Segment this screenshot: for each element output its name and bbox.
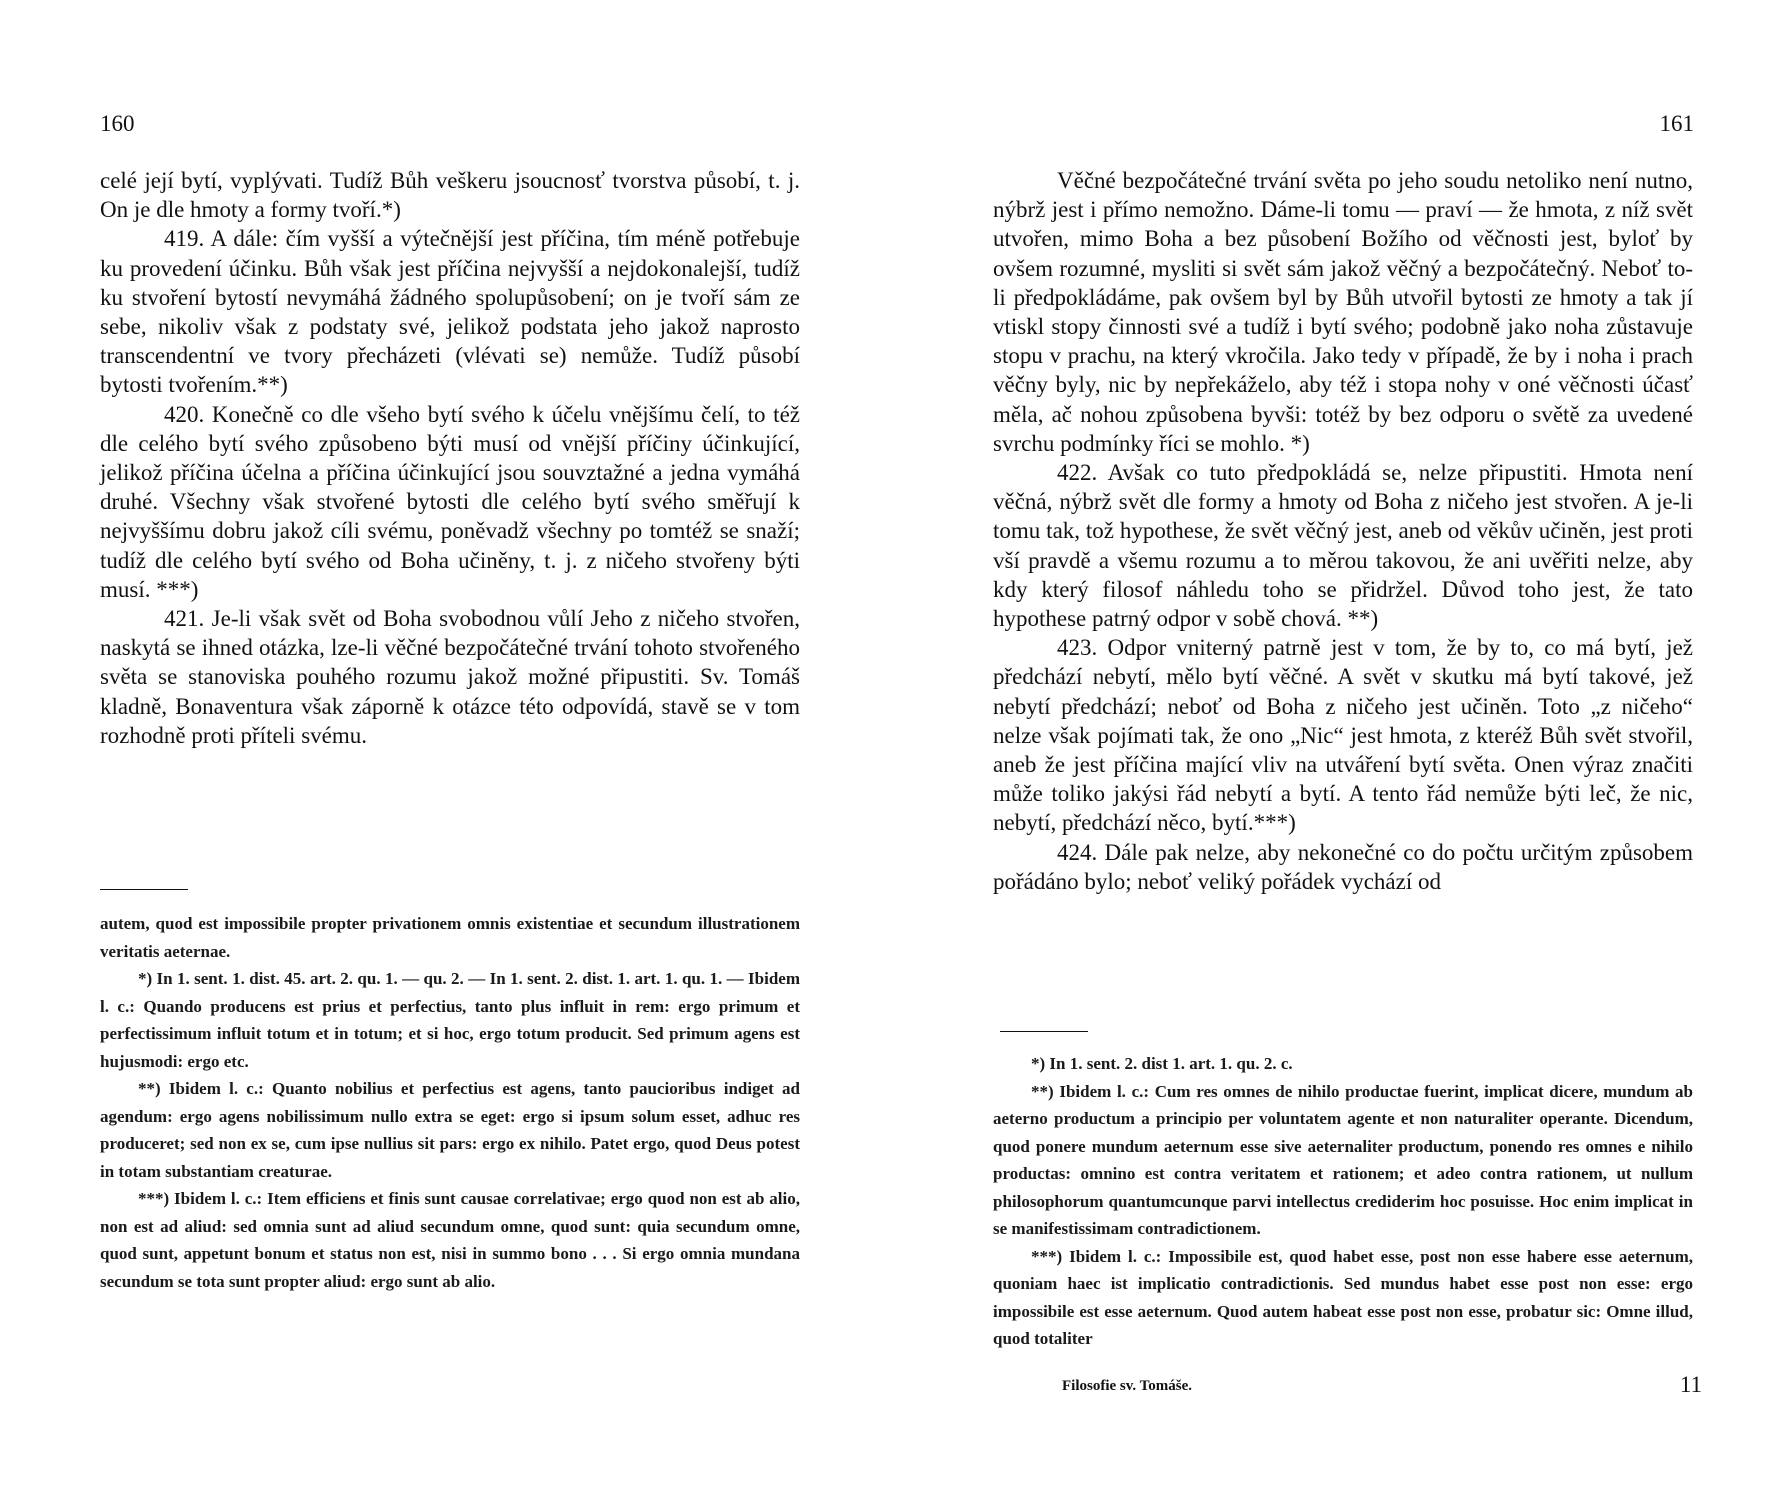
footnote: ***) Ibidem l. c.: Impossibile est, quod habet esse, post non esse habere esse aeternum, quoniam haec ist implicatio contradictionis. Sed mundus habet esse post non esse: ergo impossibile est esse aeternum. Quod autem habeat esse post non esse, probatur sic: Omne illud, quod totaliter — [993, 1246, 1693, 1348]
paragraph: Věčné bezpočátečné trvání světa po jeho soudu netoliko není nutno, nýbrž jest i přímo nemožno. Dáme-li tomu — praví — že hmota, z níž svět utvořen, mimo Boha a bez působení Božího od věčnosti jest, byloť by ovšem rozumné, mysliti si svět sám jakož věčný a bezpočátečný. Neboť to-li předpokládáme, pak ovšem byl by Bůh utvořil bytosti ze hmoty a tak jí vtiskl stopy činnosti své a tudíž i bytí svého; podobně jako noha zůstavuje stopu v prachu, na který vkročila. Jako tedy v případě, že by i noha i prach věčny byly, nic by nepřekáželo, aby též i stopa nohy v oné věčnosti účasť měla, ač nohou způsobena byvši: totéž by bez odporu o světě za uvedené svrchu podmínky říci se mohlo. *) — [993, 168, 1693, 456]
paragraph: 424. Dále pak nelze, aby nekonečné co do počtu určitým způsobem pořádáno bylo; neboť veliký pořádek vychází od — [993, 839, 1693, 894]
signature-mark: 11 — [1679, 1372, 1702, 1397]
page-number: 161 — [1659, 111, 1694, 136]
paragraph: 421. Je-li však svět od Boha svobodnou vůlí Jeho z ničeho stvořen, naskytá se ihned otázka, lze-li věčné bezpočátečné trvání tohoto stvořeného světa se stanoviska pouhého rozumu jakož možné připustiti. Sv. Tomáš kladně, Bonaventura však záporně k otázce této odpovídá, stavě se v tom rozhodně proti příteli svému. — [100, 606, 800, 748]
footnote-divider — [100, 889, 188, 890]
paragraph: 422. Avšak co tuto předpokládá se, nelze připustiti. Hmota není věčná, nýbrž svět dle formy a hmoty od Boha z ničeho jest stvořen. A je-li tomu tak, tož hypothese, že svět věčný jest, aneb od věkův učiněn, jest proti vší pravdě a všemu rozumu a to měrou takovou, že ani uvěřiti nelze, aby kdy který filosof náhledu toho se přidržel. Důvod toho jest, že tato hypothese patrný odpor v sobě chová. **) — [993, 460, 1693, 632]
body-text-right — [993, 166, 1693, 896]
footnote: **) Ibidem l. c.: Cum res omnes de nihilo productae fuerint, implicat dicere, mundum ab aeterno productum a principio per voluntatem agente et non naturaliter operante. Dicendum, quod ponere mundum aeternum esse sive aeternaliter productum, ponendo res omnes e nihilo productas: omnino est contra veritatem et rationem; et adeo contra rationem, ut nullum philosophorum quantumcunque parvi intellectus crediderim hoc posuisse. Hoc enim implicat in se manifestissimam contradictionem. — [993, 1081, 1693, 1238]
paragraph: 419. A dále: čím vyšší a výtečnější jest příčina, tím méně potřebuje ku provedení účinku. Bůh však jest příčina nejvyšší a nejdokonalejší, tudíž ku stvoření bytostí nevymáhá žádného spolupůsobení; on je tvoří sám ze sebe, nikoliv však z podstaty své, jelikož podstata jeho jakož naprosto transcendentní ve tvory přecházeti (vlévati se) nemůže. Tudíž působí bytosti tvořením.**) — [100, 226, 800, 398]
footnote: ***) Ibidem l. c.: Item efficiens et finis sunt causae correlativae; ergo quod non est ab alio, non est ad aliud: sed omnia sunt ad aliud secundum omne, quod sunt: quia secundum omne, quod sunt, appetunt bonum et status non est, nisi in summo bono . . . Si ergo omnia mundana secundum se tota sunt propter aliud: ergo sunt ab alio. — [100, 1189, 800, 1291]
paragraph: 420. Konečně co dle všeho bytí svého k účelu vnějšímu čelí, to též dle celého bytí svého způsobeno býti musí od vnější příčiny účinkující, jelikož příčina účelna a příčina účinkující jsou souvztažné a jedna vymáhá druhé. Všechny však stvořené bytosti dle celého bytí svého směřují k nejvyššímu dobru jakož cíli svému, poněvadž všechny po tomtéž se snaží; tudíž dle celého bytí svého od Boha učiněny, t. j. z ničeho stvořeny býti musí. ***) — [100, 401, 800, 602]
footnote: autem, quod est impossibile propter privationem omnis existentiae et secundum illustrationem veritatis aeternae. — [100, 914, 800, 961]
body-text — [100, 166, 800, 750]
paragraph: 423. Odpor vniterný patrně jest v tom, že by to, co má bytí, jež předchází nebytí, mělo bytí věčné. A svět v skutku má bytí takové, jež nebytí předchází; neboť od Boha z ničeho jest učiněn. Toto „z ničeho“ nelze však pojímati tak, že ono „Nic“ jest hmota, z kteréž Bůh svět stvořil, aneb že jest příčina mající vliv na utváření bytí světa. Onen výraz značiti může toliko jakýsi řád nebytí a bytí. A tento řád nemůže býti leč, že nic, nebytí, předchází něco, bytí.***) — [993, 635, 1693, 836]
page-number: 160 — [100, 111, 135, 136]
footnotes — [100, 910, 800, 1295]
footnote: **) Ibidem l. c.: Quanto nobilius et perfectius est agens, tanto paucioribus indiget ad agendum: ergo agens nobilissimum nullo extra se eget: ergo si ipsum solum esset, adhuc res produceret; sed non ex se, cum ipse nullius sit pars: ergo ex nihilo. Patet ergo, quod Deus potest in totam substantiam creaturae. — [100, 1079, 800, 1181]
footnotes-right — [993, 1050, 1693, 1353]
footnote-divider — [1000, 1031, 1088, 1032]
footnote: *) In 1. sent. 1. dist. 45. art. 2. qu. 1. — qu. 2. — In 1. sent. 2. dist. 1. art. 1. qu. 1. — Ibidem l. c.: Quando producens est prius et perfectius, tanto plus influit in rem: ergo primum et perfectissimum influit totum et in totum; et si hoc, ergo totum producit. Sed primum agens est hujusmodi: ergo etc. — [100, 969, 800, 1071]
signature-text: Filosofie sv. Tomáše. — [1062, 1378, 1193, 1394]
signature-line — [1062, 1372, 1702, 1397]
footnote: *) In 1. sent. 2. dist 1. art. 1. qu. 2. c. — [1031, 1054, 1293, 1073]
paragraph: celé její bytí, vyplývati. Tudíž Bůh veškeru jsoucnosť tvorstva působí, t. j. On je dle hmoty a formy tvoří.*) — [100, 168, 800, 223]
